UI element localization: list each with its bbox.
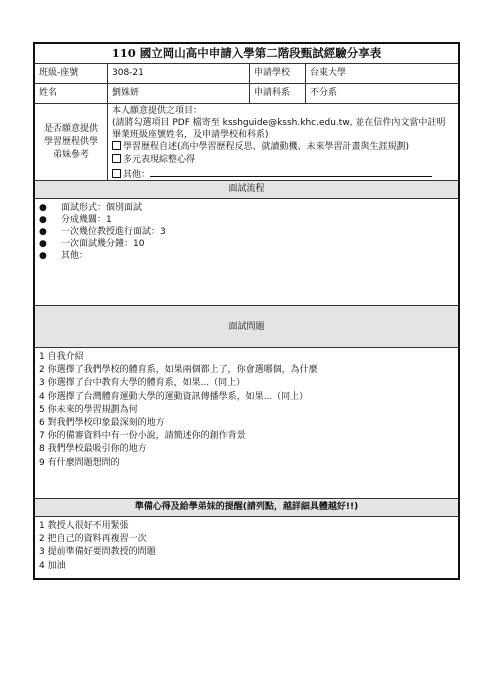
bullet-icon: ● xyxy=(39,239,47,249)
dept-value: 不分系 xyxy=(310,88,338,98)
option-learning-portfolio[interactable] xyxy=(112,141,454,154)
list-item: 4 加油 xyxy=(39,560,66,571)
list-item: 7 你的備審資料中有一份小說，請簡述你的創作背景 xyxy=(39,431,246,442)
list-item: ● 一次幾位教授進行面試：3 xyxy=(39,227,166,237)
class-school-row xyxy=(35,64,458,84)
option-learning-portfolio-label: 學習歷程自述(高中學習歷程反思、就讀動機、未來學習計畫與生涯規劃) xyxy=(123,142,410,153)
option-multi-performance[interactable] xyxy=(112,154,454,167)
school-value: 台東大學 xyxy=(310,68,347,78)
questions-heading-row xyxy=(35,306,458,348)
list-item: 5 你未來的學習規劃為何 xyxy=(39,404,138,415)
provide-content xyxy=(108,104,458,180)
list-item: 3 提前準備好要問教授的問題 xyxy=(39,547,156,558)
other-blank-line xyxy=(150,167,432,177)
list-item: 1 教授人很好不用緊張 xyxy=(39,521,129,531)
provide-line2: (請將勾選項目 PDF 檔寄至 ksshguide@kssh.khc.edu.tw, 並在信件內文當中註明 xyxy=(112,117,446,128)
option-multi-performance-label: 多元表現綜整心得 xyxy=(123,155,196,166)
name-dept-row xyxy=(35,84,458,104)
tips-body xyxy=(35,517,458,578)
provide-label-text: 是否願意提供學習歷程供學弟妹參考 xyxy=(43,123,98,160)
bullet-icon: ● xyxy=(39,251,47,261)
list-item: 9 有什麼問題想問的 xyxy=(39,457,120,468)
process-body xyxy=(35,199,458,306)
form-title: 110 國立岡山高中申請入學第二階段甄試經驗分享表 xyxy=(111,46,382,60)
class-label: 班級-座號 xyxy=(35,64,108,83)
title-row xyxy=(35,44,458,64)
bullet-icon: ● xyxy=(39,227,47,237)
dept-label: 申請科系 xyxy=(250,84,306,103)
checkbox-icon[interactable] xyxy=(112,141,121,150)
provide-label xyxy=(35,104,108,180)
process-heading: 面試流程 xyxy=(228,184,265,194)
bullet-icon: ● xyxy=(39,215,47,225)
name-value: 劉姝妍 xyxy=(108,84,250,103)
list-item: 2 把自己的資料再複習一次 xyxy=(39,534,147,545)
list-item: 8 我們學校最吸引你的地方 xyxy=(39,444,147,455)
list-item: 6 對我們學校印象最深刻的地方 xyxy=(39,418,165,429)
process-list xyxy=(35,199,458,262)
list-item: 2 你選擇了我們學校的體育系，如果兩個都上了，你會選哪個，為什麼 xyxy=(39,365,318,376)
list-item: 4 你選擇了台灣體育運動大學的運動資訊傳播學系，如果...（同上） xyxy=(39,391,309,402)
list-item: 1 自我介紹 xyxy=(39,352,84,362)
list-item: ● 面試形式：個別面試 xyxy=(39,203,143,213)
tips-list xyxy=(35,517,458,573)
bullet-icon: ● xyxy=(39,203,47,213)
name-label: 姓名 xyxy=(35,84,108,103)
experience-form xyxy=(33,42,460,580)
list-item: ● 分成幾關：1 xyxy=(39,215,112,225)
checkbox-icon[interactable] xyxy=(112,169,121,178)
list-item: 3 你選擇了台中教育大學的體育系，如果...（同上） xyxy=(39,378,246,389)
process-heading-row xyxy=(35,181,458,199)
option-other-label: 其他： xyxy=(123,169,151,180)
tips-heading-row xyxy=(35,499,458,517)
list-item: ● 其他： xyxy=(39,251,89,261)
school-label: 申請學校 xyxy=(250,64,306,83)
provide-line3: 畢業班級座號姓名，及申請學校和科系) xyxy=(112,129,269,140)
questions-body xyxy=(35,348,458,499)
tips-heading: 準備心得及給學弟妹的提醒(請列點，越詳細具體越好!!) xyxy=(134,502,359,512)
option-other[interactable] xyxy=(112,167,454,180)
provide-row xyxy=(35,104,458,181)
list-item: ● 一次面試幾分鐘：10 xyxy=(39,239,145,249)
questions-list xyxy=(35,348,458,470)
provide-line1: 本人願意提供之項目： xyxy=(112,106,203,116)
questions-heading: 面試問題 xyxy=(228,322,265,332)
class-value: 308-21 xyxy=(108,64,250,83)
checkbox-icon[interactable] xyxy=(112,154,121,163)
